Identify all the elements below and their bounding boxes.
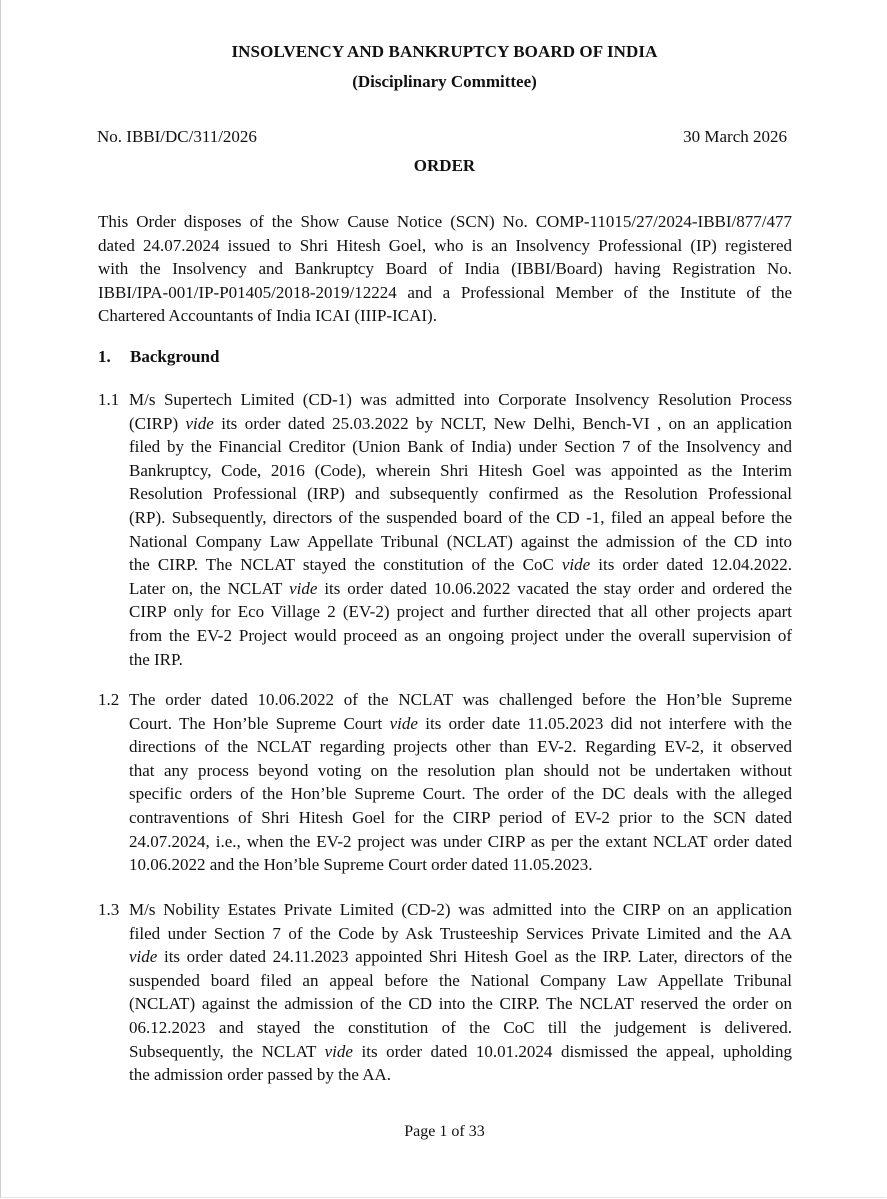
paragraph-1-1 xyxy=(98,388,792,671)
paragraph-line: The order dated 10.06.2022 of the NCLAT was challenged before the Hon’ble Supreme xyxy=(129,690,792,709)
paragraph-line: Bankruptcy, Code, 2016 (Code), wherein Shri Hitesh Goel was appointed as the Interim xyxy=(129,460,792,480)
paragraph-line: that any process beyond voting on the resolution plan should not be undertaken without xyxy=(129,760,792,780)
italic-term: vide xyxy=(324,1041,353,1061)
page-number: Page 1 of 33 xyxy=(404,1123,485,1140)
intro-paragraph xyxy=(98,210,792,328)
paragraph-body xyxy=(129,388,792,671)
paragraph-line: Later on, the NCLAT vide its order dated 10.06.2022 vacated the stay order and ordered the xyxy=(129,578,792,598)
paragraph-line: filed under Section 7 of the Code by Ask Trusteeship Services Private Limited and the AA xyxy=(129,923,792,943)
paragraph-line: 06.12.2023 and stayed the constitution of the CoC till the judgement is delivered. xyxy=(129,1017,792,1037)
paragraph-line: M/s Nobility Estates Private Limited (CD-2) was admitted into the CIRP on an application xyxy=(129,900,792,919)
italic-term: vide xyxy=(185,413,214,433)
paragraph-line: specific orders of the Hon’ble Supreme Court. The order of the DC deals with the alleged xyxy=(129,784,792,804)
organization-title: INSOLVENCY AND BANKRUPTCY BOARD OF INDIA xyxy=(231,42,658,61)
paragraph-line: filed by the Financial Creditor (Union Bank of India) under Section 7 of the Insolvency and xyxy=(129,437,792,457)
paragraph-body xyxy=(129,688,792,877)
paragraph-line: National Company Law Appellate Tribunal (NCLAT) against the admission of the CD into xyxy=(129,531,792,551)
paragraph-body xyxy=(129,898,792,1087)
italic-term: vide xyxy=(129,947,158,967)
paragraph-1-2 xyxy=(98,688,792,877)
paragraph-line: the IRP. xyxy=(129,649,183,669)
paragraph-line: vide its order dated 24.11.2023 appointed Shri Hitesh Goel as the IRP. Later, directors of the xyxy=(129,947,792,967)
paragraph-line: (RP). Subsequently, directors of the suspended board of the CD -1, filed an appeal before the xyxy=(129,507,792,527)
section-number: 1. xyxy=(98,347,111,366)
paragraph-line: the admission order passed by the AA. xyxy=(129,1065,392,1085)
paragraph-number: 1.2 xyxy=(98,690,120,709)
italic-term: vide xyxy=(289,578,318,598)
paragraph-1-3 xyxy=(98,898,792,1087)
intro-line: dated 24.07.2024 issued to Shri Hitesh Goel, who is an Insolvency Professional (IP) registered xyxy=(98,235,792,255)
paragraph-number: 1.3 xyxy=(98,900,120,919)
intro-line: This Order disposes of the Show Cause Notice (SCN) No. COMP-11015/27/2024-IBBI/877/477 xyxy=(98,212,792,231)
order-date: 30 March 2026 xyxy=(683,127,787,146)
paragraph-line: Resolution Professional (IRP) and subsequently confirmed as the Resolution Professional xyxy=(129,484,792,504)
paragraph-line: (CIRP) vide its order dated 25.03.2022 by NCLT, New Delhi, Bench-VI , on an application xyxy=(129,413,792,433)
committee-subtitle: (Disciplinary Committee) xyxy=(352,72,537,91)
paragraph-line: Subsequently, the NCLAT vide its order dated 10.01.2024 dismissed the appeal, upholding xyxy=(129,1041,792,1061)
intro-line: Chartered Accountants of India ICAI (IIIP-ICAI). xyxy=(98,306,437,326)
paragraph-number: 1.1 xyxy=(98,390,120,409)
paragraph-line: contraventions of Shri Hitesh Goel for the CIRP period of EV-2 prior to the SCN dated xyxy=(129,807,792,827)
paragraph-line: (NCLAT) against the admission of the CD into the CIRP. The NCLAT reserved the order on xyxy=(129,994,792,1014)
section-heading xyxy=(98,347,219,367)
intro-line: IBBI/IPA-001/IP-P01405/2018-2019/12224 and a Professional Member of the Institute of the xyxy=(98,282,792,302)
paragraph-line: the CIRP. The NCLAT stayed the constitution of the CoC vide its order dated 12.04.2022. xyxy=(129,555,793,575)
paragraph-line: from the EV-2 Project would proceed as an ongoing project under the overall supervision of xyxy=(129,625,792,645)
order-reference-number: No. IBBI/DC/311/2026 xyxy=(97,127,257,146)
italic-term: vide xyxy=(389,713,418,733)
paragraph-line: Court. The Hon’ble Supreme Court vide its order date 11.05.2023 did not interfere with the xyxy=(129,713,792,733)
paragraph-line: suspended board filed an appeal before the National Company Law Appellate Tribunal xyxy=(129,970,792,990)
paragraph-line: 24.07.2024, i.e., when the EV-2 project was under CIRP as per the extant NCLAT order dated xyxy=(129,831,792,851)
paragraph-line: CIRP only for Eco Village 2 (EV-2) project and further directed that all other projects apart xyxy=(129,602,792,622)
order-heading: ORDER xyxy=(413,156,476,175)
paragraph-line: 10.06.2022 and the Hon’ble Supreme Court order dated 11.05.2023. xyxy=(129,855,593,875)
paragraph-line: M/s Supertech Limited (CD-1) was admitted into Corporate Insolvency Resolution Process xyxy=(129,390,792,409)
italic-term: vide xyxy=(561,555,591,575)
intro-line: with the Insolvency and Bankruptcy Board of India (IBBI/Board) having Registration No. xyxy=(98,259,792,279)
section-title: Background xyxy=(130,347,220,366)
paragraph-line: directions of the NCLAT regarding projects other than EV-2. Regarding EV-2, it observed xyxy=(129,737,792,757)
